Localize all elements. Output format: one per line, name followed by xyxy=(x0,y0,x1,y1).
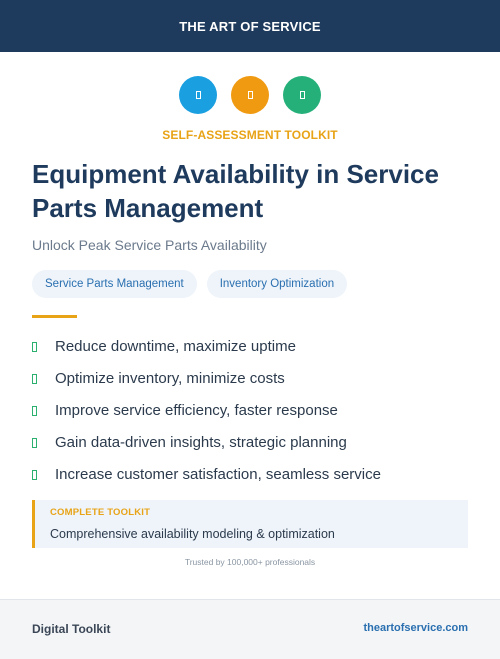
orange-circle-icon xyxy=(231,76,269,114)
check-icon xyxy=(32,438,37,448)
benefit-text: Gain data-driven insights, strategic planning xyxy=(55,433,347,451)
toolkit-badge: SELF-ASSESSMENT TOOLKIT xyxy=(162,128,338,142)
toolkit-callout xyxy=(32,500,468,548)
trust-note: Trusted by 100,000+ professionals xyxy=(184,557,316,567)
benefit-item xyxy=(32,426,472,458)
tag-list xyxy=(32,270,347,298)
benefit-text: Optimize inventory, minimize costs xyxy=(55,369,285,387)
callout-text: Comprehensive availability modeling & optimization xyxy=(50,527,335,541)
benefit-item xyxy=(32,458,472,490)
tag-inventory-optimization: Inventory Optimization xyxy=(207,270,347,298)
accent-divider xyxy=(32,315,77,318)
green-circle-icon xyxy=(283,76,321,114)
benefit-item xyxy=(32,362,472,394)
check-icon xyxy=(32,374,37,384)
footer-bar xyxy=(0,599,500,659)
brand-title: THE ART OF SERVICE xyxy=(179,18,321,34)
header-bar xyxy=(0,0,500,52)
benefit-text: Reduce downtime, maximize uptime xyxy=(55,337,296,355)
blue-circle-icon xyxy=(179,76,217,114)
benefit-item xyxy=(32,330,472,362)
benefit-text: Increase customer satisfaction, seamless service xyxy=(55,465,381,483)
check-icon xyxy=(32,342,37,352)
benefit-list xyxy=(32,330,472,490)
benefit-text: Improve service efficiency, faster response xyxy=(55,401,338,419)
check-icon xyxy=(32,470,37,480)
website-link[interactable]: theartofservice.com xyxy=(363,622,468,634)
check-icon xyxy=(32,406,37,416)
footer-label: Digital Toolkit xyxy=(32,622,111,636)
callout-label: COMPLETE TOOLKIT xyxy=(50,507,151,518)
page-title: Equipment Availability in Service Parts Management xyxy=(32,159,439,223)
icon-row xyxy=(0,76,500,114)
tag-service-parts-management: Service Parts Management xyxy=(32,270,197,298)
benefit-item xyxy=(32,394,472,426)
page-subtitle: Unlock Peak Service Parts Availability xyxy=(32,237,267,253)
